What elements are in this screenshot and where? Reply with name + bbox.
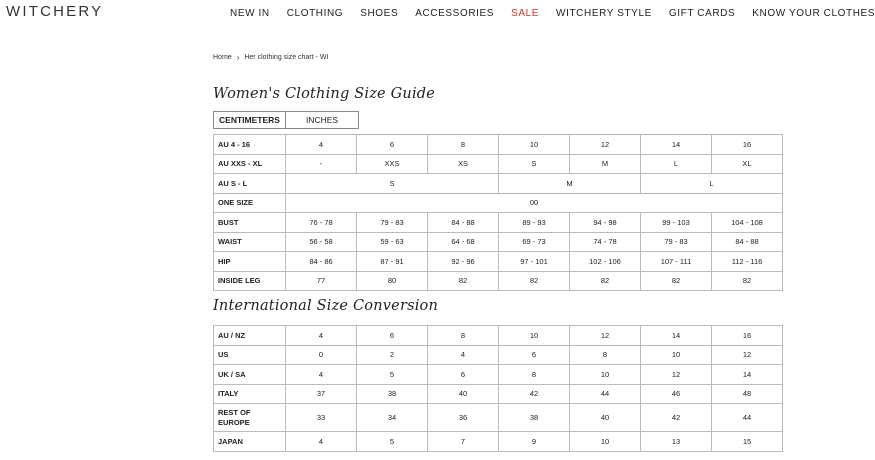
table-cell: 15 bbox=[712, 432, 783, 452]
nav-new-in[interactable]: NEW IN bbox=[230, 8, 270, 19]
nav-accessories[interactable]: ACCESSORIES bbox=[415, 8, 495, 19]
table-cell: 56 - 58 bbox=[286, 232, 357, 252]
table-row bbox=[214, 193, 783, 213]
table-row bbox=[214, 432, 783, 452]
table-cell: 6 bbox=[357, 326, 428, 346]
table-cell: 10 bbox=[641, 345, 712, 365]
table-cell: 4 bbox=[286, 326, 357, 346]
table-row bbox=[214, 271, 783, 291]
table-cell: 10 bbox=[570, 365, 641, 385]
nav-know-your-clothes[interactable]: KNOW YOUR CLOTHES bbox=[752, 8, 875, 19]
breadcrumb bbox=[213, 53, 328, 62]
row-label: US bbox=[214, 345, 286, 365]
table-cell: 4 bbox=[286, 365, 357, 385]
table-cell: 14 bbox=[641, 326, 712, 346]
international-size-title: International Size Conversion bbox=[213, 298, 439, 314]
table-row bbox=[214, 345, 783, 365]
row-label: INSIDE LEG bbox=[214, 271, 286, 291]
table-cell: 16 bbox=[712, 135, 783, 155]
table-cell: 82 bbox=[641, 271, 712, 291]
table-cell: 12 bbox=[570, 326, 641, 346]
breadcrumb-current: Her clothing size chart - WI bbox=[244, 54, 329, 61]
row-label: HIP bbox=[214, 252, 286, 272]
table-cell: 64 - 68 bbox=[428, 232, 499, 252]
table-cell: 4 bbox=[286, 432, 357, 452]
table-cell: 33 bbox=[286, 404, 357, 432]
table-cell: XL bbox=[712, 154, 783, 174]
table-cell: XS bbox=[428, 154, 499, 174]
table-cell: 77 bbox=[286, 271, 357, 291]
row-label: UK / SA bbox=[214, 365, 286, 385]
table-cell: 00 bbox=[286, 193, 783, 213]
row-label-line: REST OF bbox=[218, 407, 251, 417]
table-cell: 12 bbox=[712, 345, 783, 365]
table-cell: 12 bbox=[641, 365, 712, 385]
table-cell: 9 bbox=[499, 432, 570, 452]
nav-shoes[interactable]: SHOES bbox=[360, 8, 399, 19]
womens-size-guide-title: Women's Clothing Size Guide bbox=[213, 86, 436, 102]
table-cell: 82 bbox=[712, 271, 783, 291]
row-label-line: EUROPE bbox=[218, 417, 250, 427]
table-cell: 10 bbox=[570, 432, 641, 452]
table-cell: 76 - 78 bbox=[286, 213, 357, 233]
table-cell: 79 - 83 bbox=[357, 213, 428, 233]
table-cell: 59 - 63 bbox=[357, 232, 428, 252]
table-cell: 44 bbox=[570, 384, 641, 404]
table-row bbox=[214, 252, 783, 272]
table-cell: 92 - 96 bbox=[428, 252, 499, 272]
row-label: ITALY bbox=[214, 384, 286, 404]
row-label: WAIST bbox=[214, 232, 286, 252]
table-cell: 14 bbox=[712, 365, 783, 385]
inches-tab[interactable]: INCHES bbox=[286, 111, 359, 129]
table-row bbox=[214, 174, 783, 194]
table-cell: 40 bbox=[570, 404, 641, 432]
table-cell: 40 bbox=[428, 384, 499, 404]
table-cell: 8 bbox=[570, 345, 641, 365]
site-header bbox=[0, 0, 875, 30]
table-cell: 7 bbox=[428, 432, 499, 452]
table-row bbox=[214, 384, 783, 404]
table-cell: 69 - 73 bbox=[499, 232, 570, 252]
table-cell: 112 - 116 bbox=[712, 252, 783, 272]
table-row bbox=[214, 365, 783, 385]
womens-size-table bbox=[213, 134, 783, 291]
table-cell: 12 bbox=[570, 135, 641, 155]
table-cell: 38 bbox=[499, 404, 570, 432]
table-cell: 82 bbox=[499, 271, 570, 291]
table-cell: 102 - 106 bbox=[570, 252, 641, 272]
table-cell: 34 bbox=[357, 404, 428, 432]
table-cell: 38 bbox=[357, 384, 428, 404]
table-cell: 8 bbox=[499, 365, 570, 385]
breadcrumb-home[interactable]: Home bbox=[213, 54, 232, 61]
row-label: ONE SIZE bbox=[214, 193, 286, 213]
table-cell: L bbox=[641, 174, 783, 194]
table-cell: M bbox=[499, 174, 641, 194]
table-cell: 6 bbox=[499, 345, 570, 365]
table-cell: S bbox=[286, 174, 499, 194]
table-cell: - bbox=[286, 154, 357, 174]
table-cell: 82 bbox=[570, 271, 641, 291]
nav-gift-cards[interactable]: GIFT CARDS bbox=[668, 8, 736, 19]
table-cell: 44 bbox=[712, 404, 783, 432]
brand-logo[interactable]: WITCHERY bbox=[6, 3, 104, 20]
table-cell: 6 bbox=[428, 365, 499, 385]
table-cell: 36 bbox=[428, 404, 499, 432]
table-cell: 5 bbox=[357, 432, 428, 452]
international-size-table bbox=[213, 325, 783, 452]
table-cell: 37 bbox=[286, 384, 357, 404]
table-row bbox=[214, 154, 783, 174]
table-cell: 14 bbox=[641, 135, 712, 155]
table-cell: 4 bbox=[286, 135, 357, 155]
row-label bbox=[214, 404, 286, 432]
table-cell: 99 - 103 bbox=[641, 213, 712, 233]
centimeters-tab[interactable]: CENTIMETERS bbox=[213, 111, 286, 129]
table-cell: 97 - 101 bbox=[499, 252, 570, 272]
unit-toggle bbox=[213, 111, 359, 129]
table-row bbox=[214, 404, 783, 432]
table-row bbox=[214, 135, 783, 155]
table-cell: 46 bbox=[641, 384, 712, 404]
table-cell: 84 - 88 bbox=[712, 232, 783, 252]
chevron-right-icon: › bbox=[236, 53, 240, 62]
table-cell: 48 bbox=[712, 384, 783, 404]
main-nav bbox=[230, 8, 875, 19]
table-cell: 13 bbox=[641, 432, 712, 452]
table-cell: 89 - 93 bbox=[499, 213, 570, 233]
table-cell: 2 bbox=[357, 345, 428, 365]
table-cell: 16 bbox=[712, 326, 783, 346]
table-cell: 10 bbox=[499, 135, 570, 155]
table-cell: 94 - 98 bbox=[570, 213, 641, 233]
table-row bbox=[214, 213, 783, 233]
table-cell: 87 - 91 bbox=[357, 252, 428, 272]
table-row bbox=[214, 326, 783, 346]
table-cell: XXS bbox=[357, 154, 428, 174]
table-cell: 74 - 78 bbox=[570, 232, 641, 252]
table-cell: 8 bbox=[428, 326, 499, 346]
table-cell: 5 bbox=[357, 365, 428, 385]
table-cell: L bbox=[641, 154, 712, 174]
table-cell: 79 - 83 bbox=[641, 232, 712, 252]
row-label: AU / NZ bbox=[214, 326, 286, 346]
row-label: AU 4 - 16 bbox=[214, 135, 286, 155]
table-cell: 10 bbox=[499, 326, 570, 346]
table-row bbox=[214, 232, 783, 252]
row-label: AU S - L bbox=[214, 174, 286, 194]
row-label: JAPAN bbox=[214, 432, 286, 452]
table-cell: M bbox=[570, 154, 641, 174]
table-cell: 6 bbox=[357, 135, 428, 155]
nav-sale[interactable]: SALE bbox=[511, 8, 540, 19]
table-cell: 84 - 88 bbox=[428, 213, 499, 233]
row-label: AU XXS - XL bbox=[214, 154, 286, 174]
table-cell: 42 bbox=[641, 404, 712, 432]
table-cell: 84 - 86 bbox=[286, 252, 357, 272]
table-cell: 0 bbox=[286, 345, 357, 365]
nav-witchery-style[interactable]: WITCHERY STYLE bbox=[556, 8, 652, 19]
table-cell: S bbox=[499, 154, 570, 174]
table-cell: 8 bbox=[428, 135, 499, 155]
table-cell: 82 bbox=[428, 271, 499, 291]
table-cell: 80 bbox=[357, 271, 428, 291]
table-cell: 4 bbox=[428, 345, 499, 365]
table-cell: 107 - 111 bbox=[641, 252, 712, 272]
table-cell: 42 bbox=[499, 384, 570, 404]
row-label: BUST bbox=[214, 213, 286, 233]
table-cell: 104 - 108 bbox=[712, 213, 783, 233]
nav-clothing[interactable]: CLOTHING bbox=[286, 8, 344, 19]
